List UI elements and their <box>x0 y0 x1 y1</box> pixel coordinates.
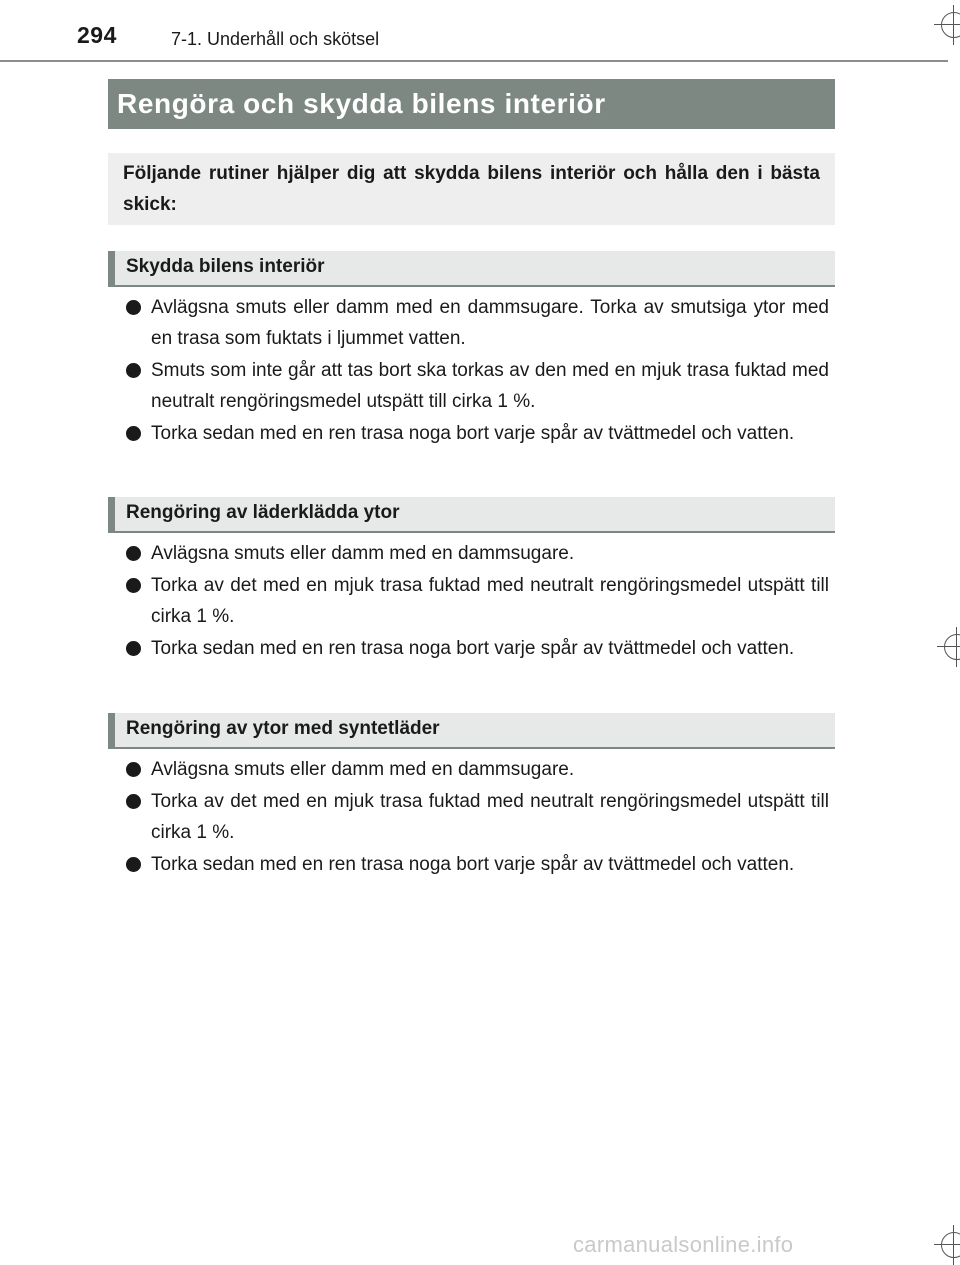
list-item-text: Torka av det med en mjuk trasa fuktad med neutralt rengöringsmedel utspätt till cirka 1 %. <box>151 575 829 627</box>
list-item <box>125 786 829 848</box>
list-item-text: Avlägsna smuts eller damm med en dammsugare. Torka av smutsiga ytor med en trasa som fuktats i ljummet vatten. <box>151 297 829 349</box>
list-item <box>125 633 829 664</box>
intro-text: Följande rutiner hjälper dig att skydda bilens interiör och hålla den i bästa skick: <box>123 163 820 215</box>
bullet-icon <box>126 546 141 561</box>
list-item-text: Torka sedan med en ren trasa noga bort varje spår av tvättmedel och vatten. <box>151 638 795 659</box>
registration-mark-icon <box>941 1232 960 1258</box>
list-item <box>125 355 829 417</box>
page-number: 294 <box>77 22 117 48</box>
section-title: Rengöra och skydda bilens interiör <box>108 79 835 129</box>
intro-box <box>108 153 835 225</box>
bullet-icon <box>126 857 141 872</box>
bullet-list <box>125 538 829 665</box>
subheading-protect-interior: Skydda bilens interiör <box>108 251 835 287</box>
bullet-list <box>125 754 829 881</box>
bullet-icon <box>126 794 141 809</box>
list-item <box>125 849 829 880</box>
bullet-icon <box>126 578 141 593</box>
header-divider <box>0 60 948 62</box>
watermark: carmanualsonline.info <box>573 1232 794 1257</box>
bullet-icon <box>126 426 141 441</box>
list-item <box>125 292 829 354</box>
list-item-text: Avlägsna smuts eller damm med en dammsugare. <box>151 759 575 780</box>
list-item-text: Torka sedan med en ren trasa noga bort varje spår av tvättmedel och vatten. <box>151 423 795 444</box>
list-item-text: Avlägsna smuts eller damm med en dammsugare. <box>151 543 575 564</box>
bullet-icon <box>126 641 141 656</box>
bullet-icon <box>126 363 141 378</box>
subheading-synthetic-leather: Rengöring av ytor med syntetläder <box>108 713 835 749</box>
list-item <box>125 754 829 785</box>
bullet-icon <box>126 300 141 315</box>
list-item <box>125 570 829 632</box>
list-item-text: Torka av det med en mjuk trasa fuktad med neutralt rengöringsmedel utspätt till cirka 1 %. <box>151 791 829 843</box>
bullet-icon <box>126 762 141 777</box>
chapter-title: 7-1. Underhåll och skötsel <box>171 29 380 49</box>
list-item <box>125 538 829 569</box>
subheading-leather-surfaces: Rengöring av läderklädda ytor <box>108 497 835 533</box>
list-item-text: Torka sedan med en ren trasa noga bort varje spår av tvättmedel och vatten. <box>151 854 795 875</box>
registration-mark-icon <box>941 12 960 38</box>
page-header <box>0 0 960 62</box>
list-item <box>125 418 829 449</box>
list-item-text: Smuts som inte går att tas bort ska torkas av den med en mjuk trasa fuktad med neutralt rengöringsmedel utspätt till cirka 1 %. <box>151 360 829 412</box>
registration-mark-icon <box>944 634 960 660</box>
bullet-list <box>125 292 829 450</box>
